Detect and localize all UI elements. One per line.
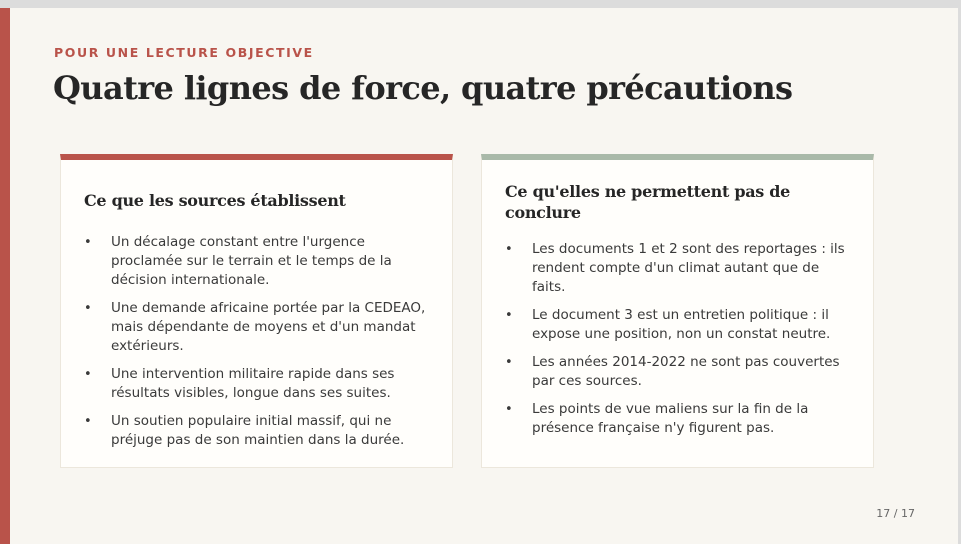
list-item: • Un soutien populaire initial massif, qui ne préjuge pas de son maintien dans la durée. bbox=[84, 413, 405, 448]
list-item: • Une demande africaine portée par la CEDEAO, mais dépendante de moyens et d'un mandat extérieurs. bbox=[84, 300, 426, 354]
eyebrow-label: POUR UNE LECTURE OBJECTIVE bbox=[54, 45, 314, 60]
bullet-icon: • bbox=[505, 242, 513, 257]
card-heading: Ce qu'elles ne permettent pas de conclure bbox=[505, 182, 791, 222]
list-item: • Une intervention militaire rapide dans ses résultats visibles, longue dans ses suites. bbox=[84, 366, 395, 401]
bullet-list bbox=[84, 233, 432, 450]
page-number: 17 / 17 bbox=[876, 507, 915, 520]
card-heading: Ce que les sources établissent bbox=[84, 191, 346, 210]
bullet-icon: • bbox=[84, 367, 92, 382]
list-item: • Les documents 1 et 2 sont des reportages : ils rendent compte d'un climat autant que de faits. bbox=[505, 241, 845, 295]
bullet-icon: • bbox=[84, 414, 92, 429]
card-limits bbox=[481, 154, 874, 468]
slide bbox=[0, 8, 958, 544]
bullet-icon: • bbox=[84, 301, 92, 316]
slide-title: Quatre lignes de force, quatre précautions bbox=[53, 69, 793, 107]
list-item: • Un décalage constant entre l'urgence proclamée sur le terrain et le temps de la décision internationale. bbox=[84, 234, 392, 288]
bullet-icon: • bbox=[84, 235, 92, 250]
bullet-icon: • bbox=[505, 402, 513, 417]
list-item: • Les points de vue maliens sur la fin de la présence française n'y figurent pas. bbox=[505, 401, 809, 436]
list-item: • Les années 2014-2022 ne sont pas couvertes par ces sources. bbox=[505, 354, 840, 389]
list-item: • Le document 3 est un entretien politique : il expose une position, non un constat neutre. bbox=[505, 307, 831, 342]
bullet-icon: • bbox=[505, 308, 513, 323]
accent-bar bbox=[0, 8, 10, 544]
bullet-list bbox=[505, 240, 853, 438]
bullet-icon: • bbox=[505, 355, 513, 370]
card-established bbox=[60, 154, 453, 468]
